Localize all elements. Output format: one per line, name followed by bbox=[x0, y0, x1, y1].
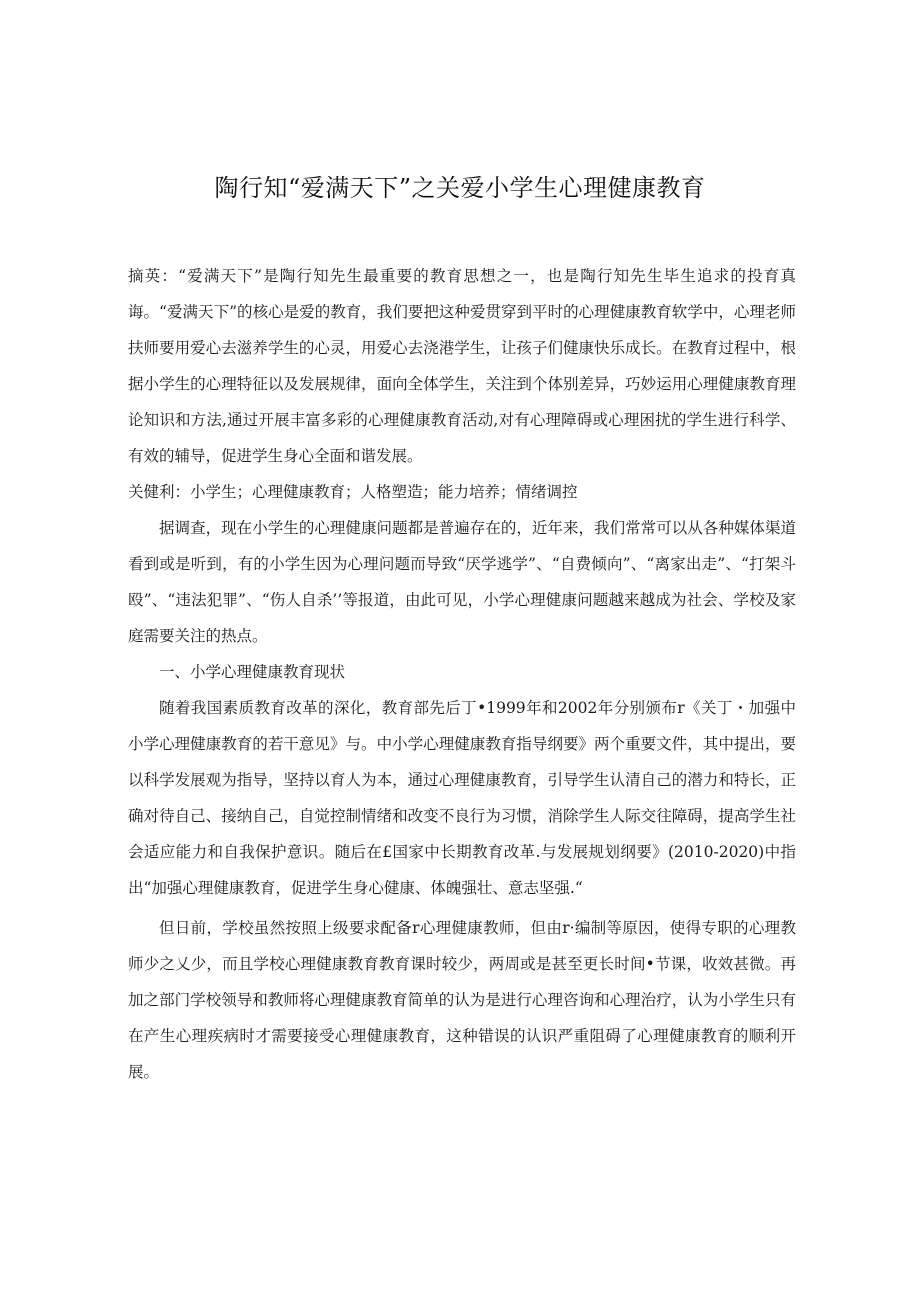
section-1-paragraph-2: 但日前，学校虽然按照上级要求配备r心理健康教师，但由r·编制等原因，使得专职的心理教师少之乂少，而且学校心理健康教育教育课时较少，两周或是甚至更长时间•节课，收效甚微。再加之部门学校领导和教师将心理健康教育简单的认为是进行心理咨询和心理治疗，认为小学生只有在产生心理疾病时才需要接受心理健康教育，这种错误的认识严重阻碍了心理健康教育的顺利开展。 bbox=[128, 919, 796, 1081]
abstract-paragraph bbox=[128, 258, 796, 474]
section-1-heading: 一、小学心理健康教育现状 bbox=[159, 663, 346, 681]
keywords-paragraph bbox=[128, 474, 796, 510]
keywords-text: 小学生；心理健康教育；人格塑造；能力培养；情绪调控 bbox=[190, 483, 578, 501]
document-body bbox=[128, 258, 796, 1090]
section-1-paragraph-1: 随着我国素质教育改革的深化，教育部先后丁•1999年和2002年分别颁布r《关丁・加强中小学心理健康教育的若干意见》与。中小学心理健康教育指导纲要》两个重要文件，其中提出，要以科学发展观为指导，坚持以育人为本，通过心理健康教育，引导学生认清自己的潜力和特长，正确对待自己、接纳自己，自觉控制情绪和改变不良行为习惯，消除学生人际交往障碍，提高学生社会适应能力和自我保护意识。随后在£国家中长期教育改革.与发展规划纲要》(2010-2020)中指出“加强心理健康教育，促进学生身心健康、体魄强壮、意志坚强.“ bbox=[128, 699, 796, 897]
abstract-text: “爱满天下”是陶行知先生最重要的教育思想之一，也是陶行知先生毕生追求的投育真诲。“爱满天下”的核心是爱的教育，我们要把这种爱贯穿到平时的心理健康教育软学中，心理老师扶师要用爱心去滋养学生的心灵，用爱心去浇港学生，让孩子们健康快乐成长。在教育过程中，根据小学生的心理特征以及发展规律，面向全体学生，关注到个体别差异，巧妙运用心理健康教育理论知识和方法,通过开展丰富多彩的心理健康教育活动,对有心理障碍或心理困扰的学生进行科学、有效的辅导，促进学生身心全面和谐发展。 bbox=[128, 267, 796, 465]
abstract-label: 摘英： bbox=[128, 267, 179, 285]
document-title: 陶行知“爱满天下”之关爱小学生心理健康教育 bbox=[214, 174, 706, 202]
keywords-label: 关健利： bbox=[128, 483, 191, 501]
intro-paragraph: 据调查，现在小学生的心理健康问题都是普遍存在的，近年来，我们常常可以从各种媒体渠道看到或是听到，有的小学生因为心理问题而导致“厌学逃学”、“自费倾向”、“离家出走”、“打架斗殴”、“违法犯罪”、“伤人自杀’’等报道，由此可见，小学心理健康问题越来越成为社会、学校及家庭需要关注的热点。 bbox=[128, 519, 796, 645]
